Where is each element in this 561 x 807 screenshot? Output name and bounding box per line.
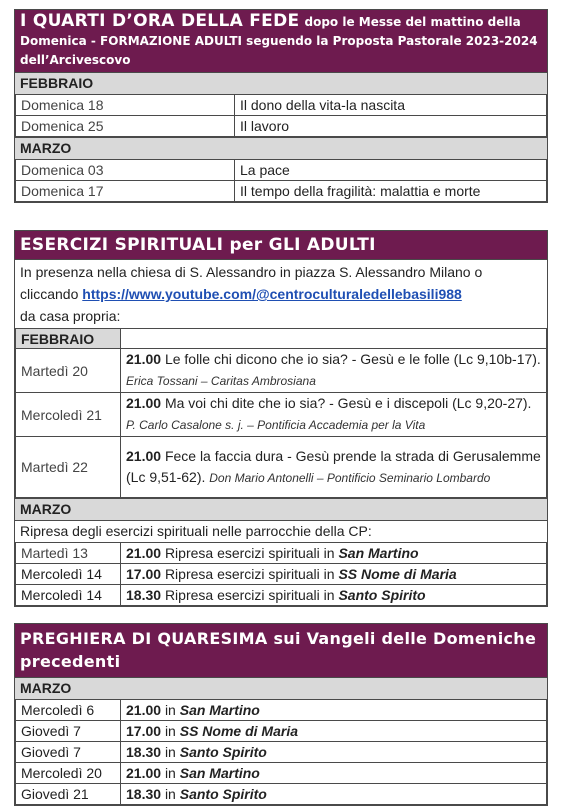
day-cell: Giovedì 7 [16, 742, 121, 763]
in-word: in [164, 723, 176, 739]
section-title: I QUARTI D’ORA DELLA FEDE [20, 11, 300, 31]
table-row [16, 437, 547, 498]
time: 21.00 [126, 447, 162, 464]
event-cell [121, 700, 547, 721]
section-header [15, 624, 547, 677]
time: 21.00 [126, 545, 162, 561]
event-cell [121, 763, 547, 784]
day-cell: Giovedì 21 [16, 784, 121, 805]
month-label: FEBBRAIO [15, 72, 547, 94]
event-text: Fece la faccia dura - Gesù prende la strada di Gerusalemme (Lc 9,51-62). [126, 447, 541, 485]
table-row [16, 721, 547, 742]
schedule-table [15, 94, 547, 137]
section-header [15, 231, 547, 259]
intro-text [15, 259, 547, 328]
day-cell: Mercoledì 20 [16, 763, 121, 784]
church-name: SS Nome di Maria [179, 723, 298, 739]
event-text: Ripresa esercizi spirituali in [164, 587, 335, 603]
time: 18.30 [126, 744, 162, 760]
time: 18.30 [126, 587, 162, 603]
day-cell: Martedì 13 [16, 543, 121, 564]
day-cell: Domenica 03 [16, 160, 235, 181]
youtube-link[interactable]: https://www.youtube.com/@centroculturaledellebasili988 [82, 286, 462, 302]
marzo-intro: Ripresa degli esercizi spirituali nelle parrocchie della CP: [15, 520, 547, 542]
time: 21.00 [126, 702, 162, 718]
table-row [16, 585, 547, 606]
table-row [16, 160, 547, 181]
church-name: San Martino [179, 765, 260, 781]
in-word: in [164, 702, 176, 718]
event-cell [121, 721, 547, 742]
table-row [16, 742, 547, 763]
church-name: Santo Spirito [338, 587, 426, 603]
table-row [16, 393, 547, 437]
in-word: in [164, 786, 176, 802]
table-row [16, 349, 547, 393]
in-word: in [164, 744, 176, 760]
day-cell: Giovedì 7 [16, 721, 121, 742]
empty-cell [121, 329, 547, 349]
section-title: ESERCIZI SPIRITUALI per GLI ADULTI [20, 235, 376, 255]
time: 17.00 [126, 566, 162, 582]
esercizi-section [14, 230, 548, 607]
day-cell: Domenica 17 [16, 181, 235, 202]
event-cell [121, 784, 547, 805]
day-cell: Mercoledì 14 [16, 564, 121, 585]
event-cell [121, 564, 547, 585]
topic-cell: La pace [235, 160, 547, 181]
in-word: in [164, 765, 176, 781]
event-cell [121, 437, 547, 498]
section-header [15, 10, 547, 72]
section-title: PREGHIERA DI QUARESIMA sui Vangeli delle Domeniche precedenti [20, 629, 537, 671]
church-name: San Martino [338, 545, 419, 561]
table-row [16, 543, 547, 564]
month-label: MARZO [15, 677, 547, 699]
event-cell [121, 585, 547, 606]
day-cell: Martedì 22 [16, 437, 121, 498]
speaker-note: Erica Tossani – Caritas Ambrosiana [126, 374, 316, 388]
time: 18.30 [126, 786, 162, 802]
event-text: Ripresa esercizi spirituali in [164, 566, 335, 582]
schedule-table [15, 328, 547, 498]
month-label: MARZO [15, 498, 547, 520]
event-cell [121, 393, 547, 437]
table-row [16, 116, 547, 137]
event-cell [121, 349, 547, 393]
preghiera-section [14, 623, 548, 806]
speaker-note: Don Mario Antonelli – Pontificio Seminario Lombardo [209, 470, 491, 485]
topic-cell: Il dono della vita-la nascita [235, 95, 547, 116]
time: 17.00 [126, 723, 162, 739]
speaker-note: P. Carlo Casalone s. j. – Pontificia Accademia per la Vita [126, 418, 426, 432]
month-label: MARZO [15, 137, 547, 159]
table-row [16, 763, 547, 784]
day-cell: Domenica 25 [16, 116, 235, 137]
topic-cell: Il lavoro [235, 116, 547, 137]
intro-line: da casa propria: [20, 308, 121, 324]
day-cell: Domenica 18 [16, 95, 235, 116]
event-text: Ripresa esercizi spirituali in [164, 545, 335, 561]
time: 21.00 [126, 765, 162, 781]
event-cell [121, 543, 547, 564]
month-label: FEBBRAIO [16, 329, 121, 349]
time: 21.00 [126, 395, 162, 411]
table-row [16, 700, 547, 721]
day-cell: Martedì 20 [16, 349, 121, 393]
event-text: Le folle chi dicono che io sia? - Gesù e le folle (Lc 9,10b-17). [164, 351, 541, 367]
day-cell: Mercoledì 21 [16, 393, 121, 437]
church-name: Santo Spirito [179, 786, 267, 802]
schedule-table [15, 159, 547, 202]
quarti-ora-section [14, 9, 548, 203]
month-row [16, 329, 547, 349]
event-cell [121, 742, 547, 763]
table-row [16, 564, 547, 585]
schedule-table [15, 699, 547, 805]
table-row [16, 95, 547, 116]
church-name: San Martino [179, 702, 260, 718]
intro-line: In presenza nella chiesa di S. Alessandro in piazza S. Alessandro Milano o cliccando [20, 264, 483, 302]
topic-cell: Il tempo della fragilità: malattia e morte [235, 181, 547, 202]
table-row [16, 784, 547, 805]
section-subtitle: dopo le Messe del mattino della Domenica - FORMAZIONE ADULTI seguendo la Proposta Pastorale 2023-2024 dell’Arcivescovo [20, 15, 538, 67]
church-name: Santo Spirito [179, 744, 267, 760]
table-row [16, 181, 547, 202]
schedule-table [15, 542, 547, 606]
church-name: SS Nome di Maria [338, 566, 457, 582]
day-cell: Mercoledì 6 [16, 700, 121, 721]
day-cell: Mercoledì 14 [16, 585, 121, 606]
time: 21.00 [126, 351, 162, 367]
event-text: Ma voi chi dite che io sia? - Gesù e i discepoli (Lc 9,20-27). [164, 395, 532, 411]
